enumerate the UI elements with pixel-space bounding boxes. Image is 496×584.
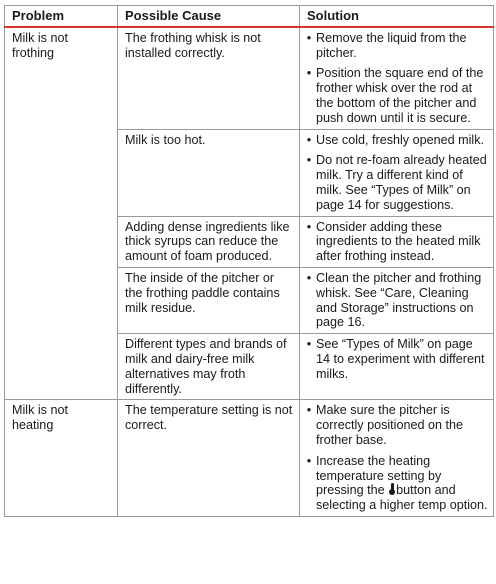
bullet-icon: • xyxy=(306,153,312,168)
troubleshooting-table xyxy=(4,5,494,517)
header-problem: Problem xyxy=(5,6,118,27)
bullet-icon: • xyxy=(306,30,312,45)
solution-item: • Consider adding these ingredients to the heated milk after frothing instead. xyxy=(302,220,489,264)
problem-cell: Milk is not frothing xyxy=(5,27,118,400)
solution-cell xyxy=(300,27,494,129)
table-row xyxy=(5,27,494,129)
cause-cell: Milk is too hot. xyxy=(118,129,300,216)
solution-cell xyxy=(300,216,494,267)
table-row xyxy=(5,400,494,517)
solution-item: • Increase the heating temperature setting by pressing the button and selecting a higher temp option. xyxy=(302,454,489,513)
bullet-icon: • xyxy=(306,453,312,468)
bullet-icon: • xyxy=(306,132,312,147)
bullet-icon: • xyxy=(306,219,312,234)
cause-cell: The temperature setting is not correct. xyxy=(118,400,300,517)
bullet-icon: • xyxy=(306,66,312,81)
bullet-icon: • xyxy=(306,403,312,418)
header-solution: Solution xyxy=(300,6,494,27)
solution-cell xyxy=(300,400,494,517)
thermometer-icon xyxy=(389,483,395,495)
bullet-icon: • xyxy=(306,337,312,352)
cause-cell: Adding dense ingredients like thick syrups can reduce the amount of foam produced. xyxy=(118,216,300,267)
solution-item: • Make sure the pitcher is correctly positioned on the frother base. xyxy=(302,403,489,447)
cause-cell: The frothing whisk is not installed correctly. xyxy=(118,27,300,129)
cause-cell: Different types and brands of milk and dairy-free milk alternatives may froth differently. xyxy=(118,334,300,400)
cause-cell: The inside of the pitcher or the frothing paddle contains milk residue. xyxy=(118,267,300,333)
solution-cell xyxy=(300,334,494,400)
bullet-icon: • xyxy=(306,270,312,285)
solution-item: • Position the square end of the frother whisk over the rod at the bottom of the pitcher and push down until it is secure. xyxy=(302,66,489,125)
header-possible-cause: Possible Cause xyxy=(118,6,300,27)
header-row xyxy=(5,6,494,27)
solution-item: • Remove the liquid from the pitcher. xyxy=(302,31,489,61)
solution-cell xyxy=(300,129,494,216)
solution-item: • Do not re-foam already heated milk. Try a different kind of milk. See “Types of Milk” on page 14 for suggestions. xyxy=(302,153,489,212)
solution-cell xyxy=(300,267,494,333)
solution-item: • Use cold, freshly opened milk. xyxy=(302,133,489,148)
problem-cell: Milk is not heating xyxy=(5,400,118,517)
solution-item: • See “Types of Milk” on page 14 to experiment with different milks. xyxy=(302,337,489,381)
solution-item: • Clean the pitcher and frothing whisk. See “Care, Cleaning and Storage” instructions on page 16. xyxy=(302,271,489,330)
